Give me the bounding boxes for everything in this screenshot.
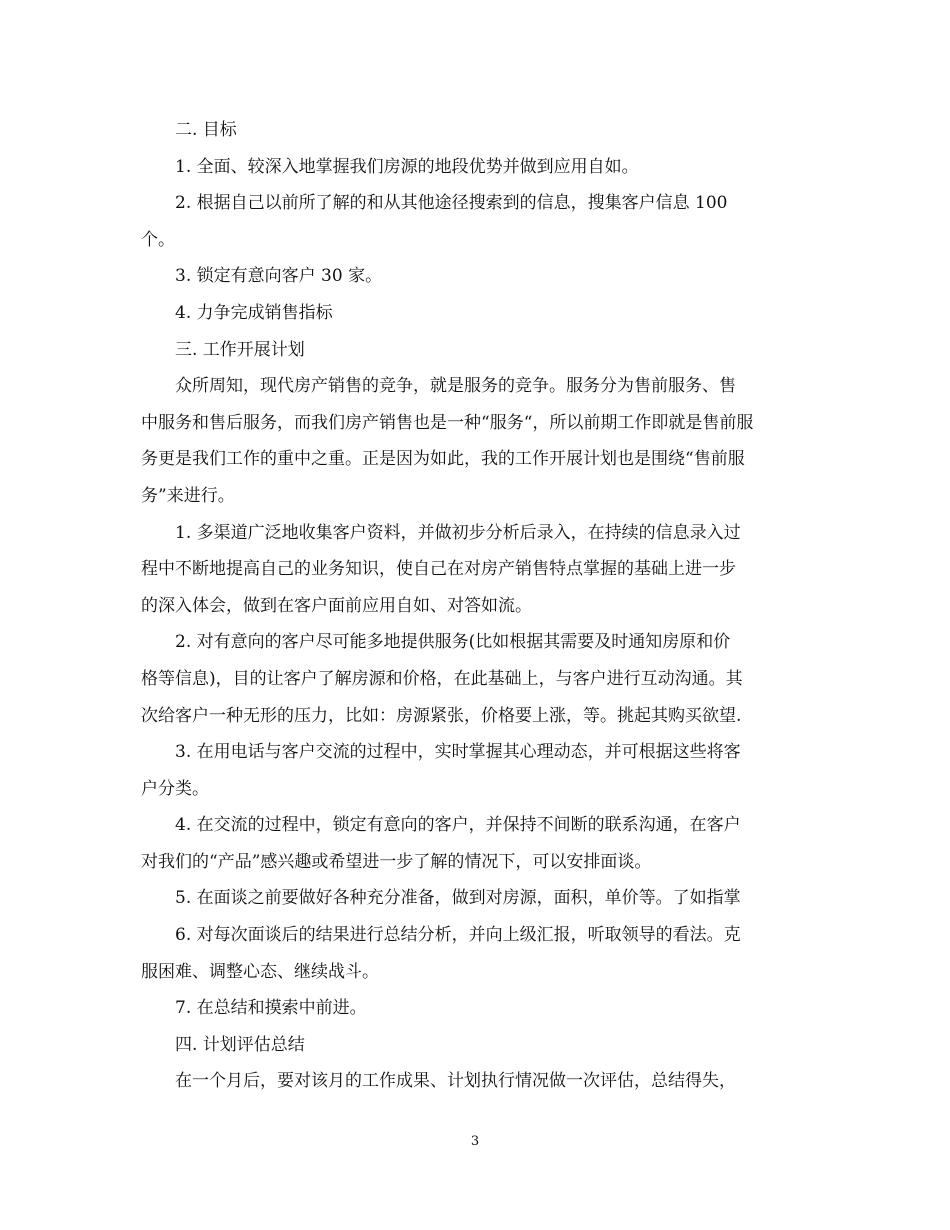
goal-item-1: 1. 全面、较深入地掌握我们房源的地段优势并做到应用自如。 [175,156,639,177]
document-body [141,112,811,1100]
plan-item-1: 1. 多渠道广泛地收集客户资料，并做初步分析后录入，在持续的信息录入过 程中不断地提高自己的业务知识，使自己在对房产销售特点掌握的基础上进一步 的深入体会，做到在客户面前应用自如、对答如流。 [141,522,741,616]
goal-item-2: 2. 根据自己以前所了解的和从其他途径搜索到的信息，搜集客户信息 100 个。 [141,193,728,250]
plan-item-4: 4. 在交流的过程中，锁定有意向的客户，并保持不间断的联系沟通，在客户 对我们的“产品”感兴趣或希望进一步了解的情况下，可以安排面谈。 [141,815,741,872]
plan-item-6: 6. 对每次面谈后的结果进行总结分析，并向上级汇报，听取领导的看法。克 服困难、调整心态、继续战斗。 [141,925,741,982]
plan-item-7: 7. 在总结和摸索中前进。 [175,998,367,1019]
heading-goals: 二. 目标 [175,120,237,140]
evaluation-text: 在一个月后，要对该月的工作成果、计划执行情况做一次评估，总结得失， [175,1071,736,1092]
goal-item-3: 3. 锁定有意向客户 30 家。 [175,266,383,287]
plan-item-2: 2. 对有意向的客户尽可能多地提供服务(比如根据其需要及时通知房原和价 格等信息)，目的让客户了解房源和价格，在此基础上，与客户进行互动沟通。其 次给客户一种无形的压力，比如：房源紧张，价格要上涨，等。挑起其购买欲望. [141,632,743,726]
goal-item-4: 4. 力争完成销售指标 [175,302,333,323]
heading-evaluation: 四. 计划评估总结 [175,1034,305,1055]
work-plan-intro: 众所周知，现代房产销售的竞争，就是服务的竞争。服务分为售前服务、售 中服务和售后服务，而我们房产销售也是一种“服务“，所以前期工作即就是售前服 务更是我们工作的重中之重。正是因为如此，我的工作开展计划也是围绕“售前服 务”来进行。 [141,376,754,506]
heading-work-plan: 三. 工作开展计划 [175,339,305,360]
page-number: 3 [470,1134,480,1149]
plan-item-3: 3. 在用电话与客户交流的过程中，实时掌握其心理动态，并可根据这些将客 户分类。 [141,742,741,799]
plan-item-5: 5. 在面谈之前要做好各种充分准备，做到对房源，面积，单价等。了如指掌 [175,888,741,909]
